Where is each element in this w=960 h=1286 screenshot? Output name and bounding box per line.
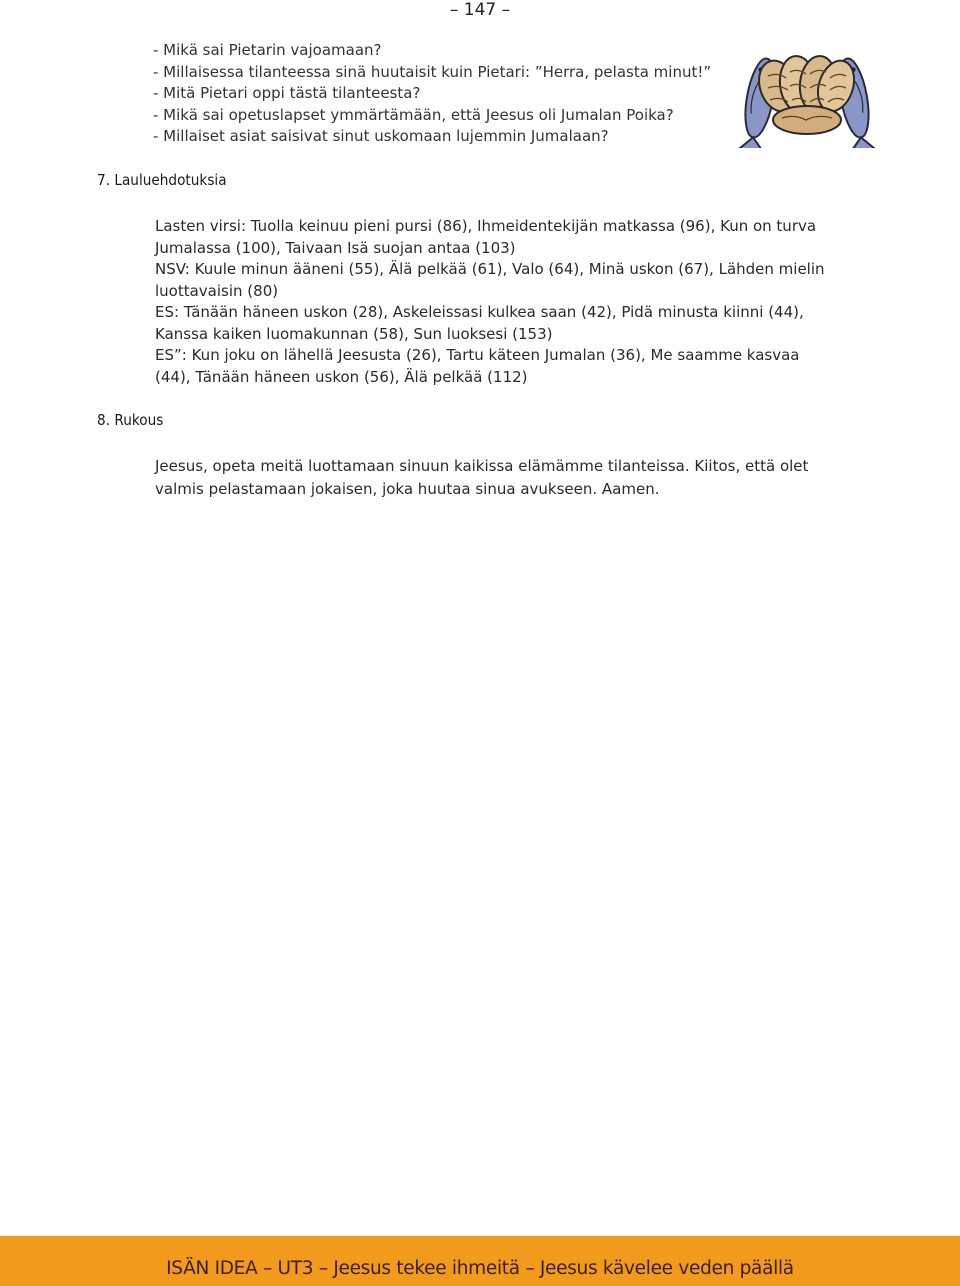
page-number: – 147 – xyxy=(449,0,511,20)
discussion-questions xyxy=(153,40,713,148)
section-heading-songs: 7. Lauluehdotuksia xyxy=(97,171,227,189)
prayer-line: valmis pelastamaan jokaisen, joka huutaa sinua avukseen. Aamen. xyxy=(155,479,660,498)
song-line: ES: Tänään häneen uskon (28), Askeleissasi kulkea saan (42), Pidä minusta kiinni (44), xyxy=(155,303,804,321)
footer-band xyxy=(0,1236,960,1286)
prayer-line: Jeesus, opeta meitä luottamaan sinuun kaikissa elämämme tilanteissa. Kiitos, että olet xyxy=(155,457,809,475)
question-item: - Mitä Pietari oppi tästä tilanteesta? xyxy=(153,84,421,102)
song-line: Jumalassa (100), Taivaan Isä suojan antaa (103) xyxy=(155,238,516,257)
song-line: (44), Tänään häneen uskon (56), Älä pelkää (112) xyxy=(155,367,528,386)
song-line: luottavaisin (80) xyxy=(155,281,279,300)
question-item: - Mikä sai Pietarin vajoamaan? xyxy=(153,41,382,59)
question-item: - Mikä sai opetuslapset ymmärtämään, että Jeesus oli Jumalan Poika? xyxy=(153,105,674,124)
question-item: - Millaiset asiat saisivat sinut uskomaan lujemmin Jumalaan? xyxy=(153,127,609,145)
song-line: Lasten virsi: Tuolla keinuu pieni pursi (86), Ihmeidentekijän matkassa (96), Kun on turva xyxy=(155,217,817,235)
loaves-and-fishes-icon xyxy=(738,48,876,148)
footer-title: ISÄN IDEA – UT3 – Jeesus tekee ihmeitä – Jeesus kävelee veden päällä xyxy=(166,1257,794,1279)
song-line: ES”: Kun joku on lähellä Jeesusta (26), Tartu käteen Jumalan (36), Me saamme kasvaa xyxy=(155,346,800,364)
section-heading-prayer: 8. Rukous xyxy=(97,411,164,429)
question-item: - Millaisessa tilanteessa sinä huutaisit kuin Pietari: ”Herra, pelasta minut!” xyxy=(153,62,712,81)
prayer-text xyxy=(155,455,845,500)
song-suggestions xyxy=(155,216,845,388)
bread-icon xyxy=(753,54,860,134)
song-line: NSV: Kuule minun ääneni (55), Älä pelkää (61), Valo (64), Minä uskon (67), Lähden mielin xyxy=(155,260,825,278)
song-line: Kanssa kaiken luomakunnan (58), Sun luoksesi (153) xyxy=(155,324,553,343)
